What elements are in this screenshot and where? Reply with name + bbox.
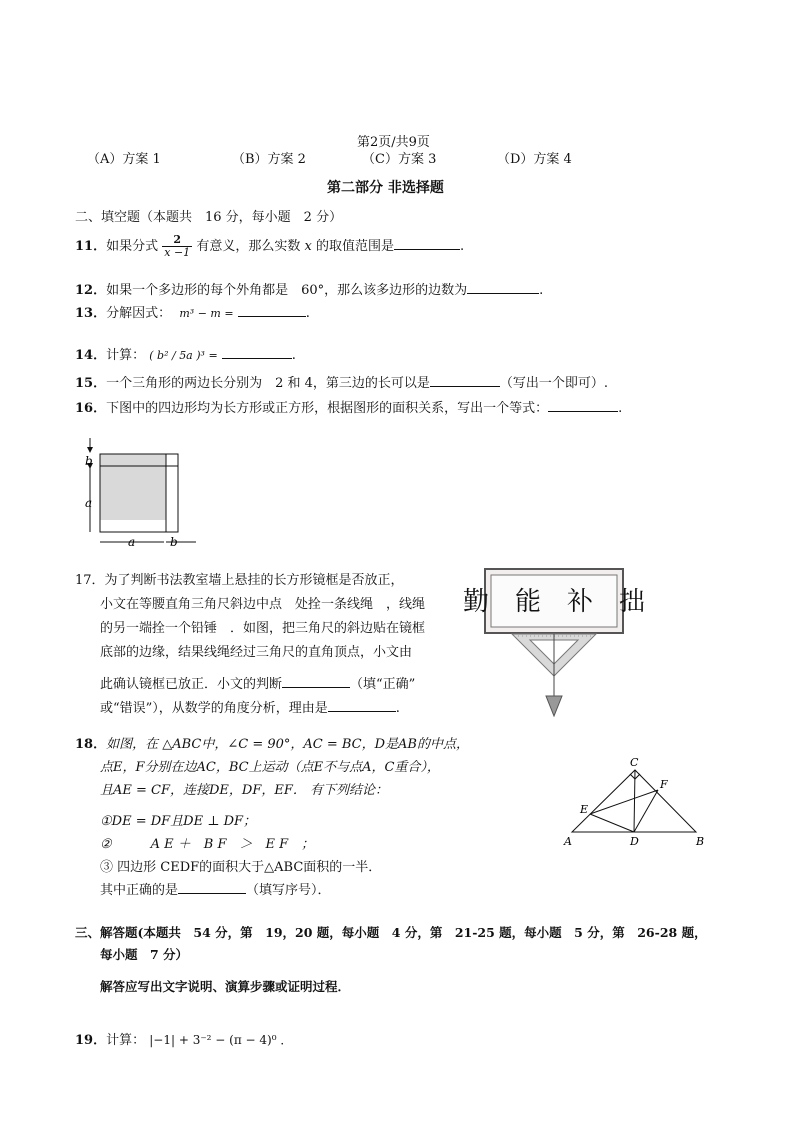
period: . (618, 401, 623, 416)
question-number: 18． (75, 737, 107, 752)
part-title: 第二部分 非选择题 (327, 180, 444, 196)
q11-post: 有意义，那么实数 (196, 239, 301, 254)
question-18 (75, 733, 469, 902)
figure-16-diagram (78, 432, 198, 552)
point-label-a: A (564, 835, 572, 848)
period: . (291, 348, 296, 363)
question-number: 12． (75, 283, 107, 298)
question-number: 15． (75, 376, 107, 391)
segment-ef (590, 790, 658, 814)
segment-ed (590, 814, 634, 832)
period: . (305, 306, 310, 321)
question-19 (75, 1029, 292, 1048)
q18-conclusion: ② A E ＋ B F ＞ E F ； (100, 837, 315, 852)
q17-line: 为了判断书法教室墙上悬挂的长方形镜框是否放正， (104, 573, 404, 588)
label-a: a (85, 496, 93, 510)
question-number: 17． (75, 573, 105, 588)
q13-expr: m³ − m = (179, 307, 234, 320)
q17-line: 或“错误”），从数学的角度分析，理由是 (100, 701, 328, 716)
q18-line: 点E，F分别在边AC，BC上运动（点E不与点A，C重合）， (100, 760, 440, 775)
q11-tail: 的取值范围是 (315, 239, 394, 254)
period: . (603, 376, 609, 391)
label-b: b (85, 454, 93, 468)
question-number: 13． (75, 306, 107, 321)
segment-cd (634, 770, 635, 832)
answer-blank[interactable] (430, 374, 500, 387)
q18-line: 如图，在 △ABC中，∠C = 90°，AC = BC，D是AB的中点， (106, 737, 469, 752)
q17-line: （填“正确” (350, 677, 416, 692)
answer-blank[interactable] (467, 281, 539, 294)
solve-section-heading: 三、解答题(本题共 54 分，第 19，20 题，每小题 4 分，第 21-25 题，每小题 5 分，第 26-28 题， (75, 925, 707, 940)
question-13 (75, 302, 310, 321)
q17-line: 的另一端拴一个铅锤 ．如图，把三角尺的斜边贴在镜框 (100, 621, 426, 636)
q14-expr: ( b² / 5a )³ = (149, 349, 218, 362)
fraction-numerator: 2 (162, 234, 192, 247)
q14-pre: 计算： (106, 348, 146, 363)
question-12 (75, 279, 543, 298)
fraction (162, 234, 192, 259)
answer-blank[interactable] (394, 237, 460, 250)
q19-expr: |−1| + 3⁻² − (π − 4)⁰ ． (149, 1033, 293, 1047)
answer-blank[interactable] (328, 699, 396, 712)
label-a: a (128, 535, 136, 549)
answer-blank[interactable] (178, 881, 246, 894)
fill-section-heading: 二、填空题（本题共 16 分，每小题 2 分） (75, 210, 343, 225)
fraction-denominator: x −1 (164, 246, 191, 259)
option-d: （D）方案 4 (497, 152, 572, 167)
question-15 (75, 372, 608, 391)
segment-df (634, 790, 658, 832)
q18-conclusion: ③ 四边形 CEDF的面积大于△ABC面积的一半． (100, 860, 382, 875)
page-label: 第2页/共9页 (357, 135, 430, 150)
question-14 (75, 344, 296, 363)
question-number: 14． (75, 348, 107, 363)
q17-line: 底部的边缘，结果线绳经过三角尺的直角顶点，小文由 (100, 645, 413, 660)
question-16 (75, 397, 622, 416)
option-c: （C）方案 3 (362, 152, 437, 167)
q13-pre: 分解因式： (106, 306, 172, 321)
figure-18-triangle (560, 752, 710, 852)
label-b: b (170, 535, 178, 549)
q15-note: （写出一个即可） (499, 376, 604, 391)
answer-blank[interactable] (282, 675, 350, 688)
period: . (459, 239, 465, 254)
q12-text: 如果一个多边形的每个外角都是 60°，那么该多边形的边数为 (106, 283, 468, 298)
question-number: 11． (75, 239, 107, 254)
plumb-bob (546, 696, 562, 716)
calligraphy-text: 勤 能 补 拙 (462, 587, 646, 617)
q18-line: 且AE = CF，连接DE，DF，EF． 有下列结论： (100, 783, 388, 798)
answer-blank[interactable] (238, 304, 306, 317)
q18-conclusion: ①DE = DF且DE ⊥ DF； (100, 814, 257, 829)
figure-17-frame (462, 568, 646, 720)
answer-blank[interactable] (222, 346, 292, 359)
solve-instruction: 解答应写出文字说明、演算步骤或证明过程． (100, 979, 351, 994)
q17-line: 小文在等腰直角三角尺斜边中点 处拴一条线绳 ，线绳 (100, 597, 426, 612)
point-label-c: C (630, 756, 639, 769)
q11-var: x (304, 239, 312, 254)
q18-answer-label: （填写序号）． (246, 883, 331, 898)
point-label-b: B (696, 835, 705, 848)
period: . (539, 283, 544, 298)
q19-pre: 计算： (106, 1033, 146, 1048)
point-label-e: E (580, 803, 589, 816)
q17-line: 此确认镜框已放正．小文的判断 (100, 677, 283, 692)
q11-pre: 如果分式 (106, 239, 159, 254)
solve-section-heading-cont: 每小题 7 分） (100, 947, 189, 962)
question-number: 19． (75, 1033, 107, 1048)
shaded-square (100, 454, 166, 520)
period: . (395, 701, 400, 716)
point-label-f: F (660, 778, 668, 791)
option-a: （A）方案 1 (87, 152, 161, 167)
point-label-d: D (630, 835, 639, 848)
q16-text: 下图中的四边形均为长方形或正方形，根据图形的面积关系，写出一个等式： (106, 401, 549, 416)
q15-text: 一个三角形的两边长分别为 2 和 4，第三边的长可以是 (106, 376, 430, 391)
question-11 (75, 234, 464, 259)
question-number: 16． (75, 401, 107, 416)
q18-answer-label: 其中正确的是 (100, 883, 179, 898)
option-b: （B）方案 2 (232, 152, 306, 167)
question-17 (75, 569, 425, 721)
answer-blank[interactable] (548, 399, 618, 412)
